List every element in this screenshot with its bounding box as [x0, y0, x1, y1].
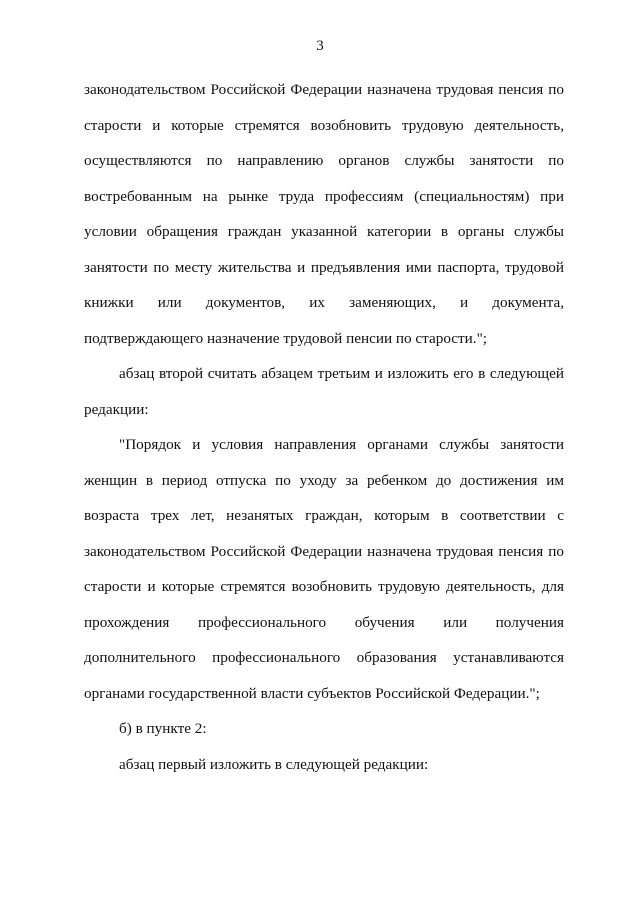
paragraph-continuation: законодательством Российской Федерации назначена трудовая пенсия по старости и которые стремятся возобновить трудовую деятельность, осуществляются по направлению органов службы занятости по востребованным на рынке труда профессиям (специальностям) при условии обращения граждан указанной категории в органы службы занятости по месту жительства и предъявления ими паспорта, трудовой книжки или документов, их заменяющих, и документа, подтверждающего назначение трудовой пенсии по старости.";	[84, 81, 564, 347]
paragraph-amendment-instruction: абзац второй считать абзацем третьим и изложить его в следующей редакции:	[84, 365, 564, 418]
document-body	[84, 72, 564, 782]
paragraph-subitem-b: б) в пункте 2:	[119, 720, 207, 737]
paragraph-first-abzac-instruction: абзац первый изложить в следующей редакции:	[119, 755, 429, 773]
page-number: 3	[316, 38, 324, 54]
paragraph-quoted-text: "Порядок и условия направления органами службы занятости женщин в период отпуска по уходу за ребенком до достижения им возраста трех лет, незанятых граждан, которым в соответствии с законодательством Российской Федерации назначена трудовая пенсия по старости и которые стремятся возобновить трудовую деятельность, для прохождения профессионального обучения или получения дополнительного профессионального образования устанавливаются органами государственной власти субъектов Российской Федерации.";	[84, 436, 564, 702]
